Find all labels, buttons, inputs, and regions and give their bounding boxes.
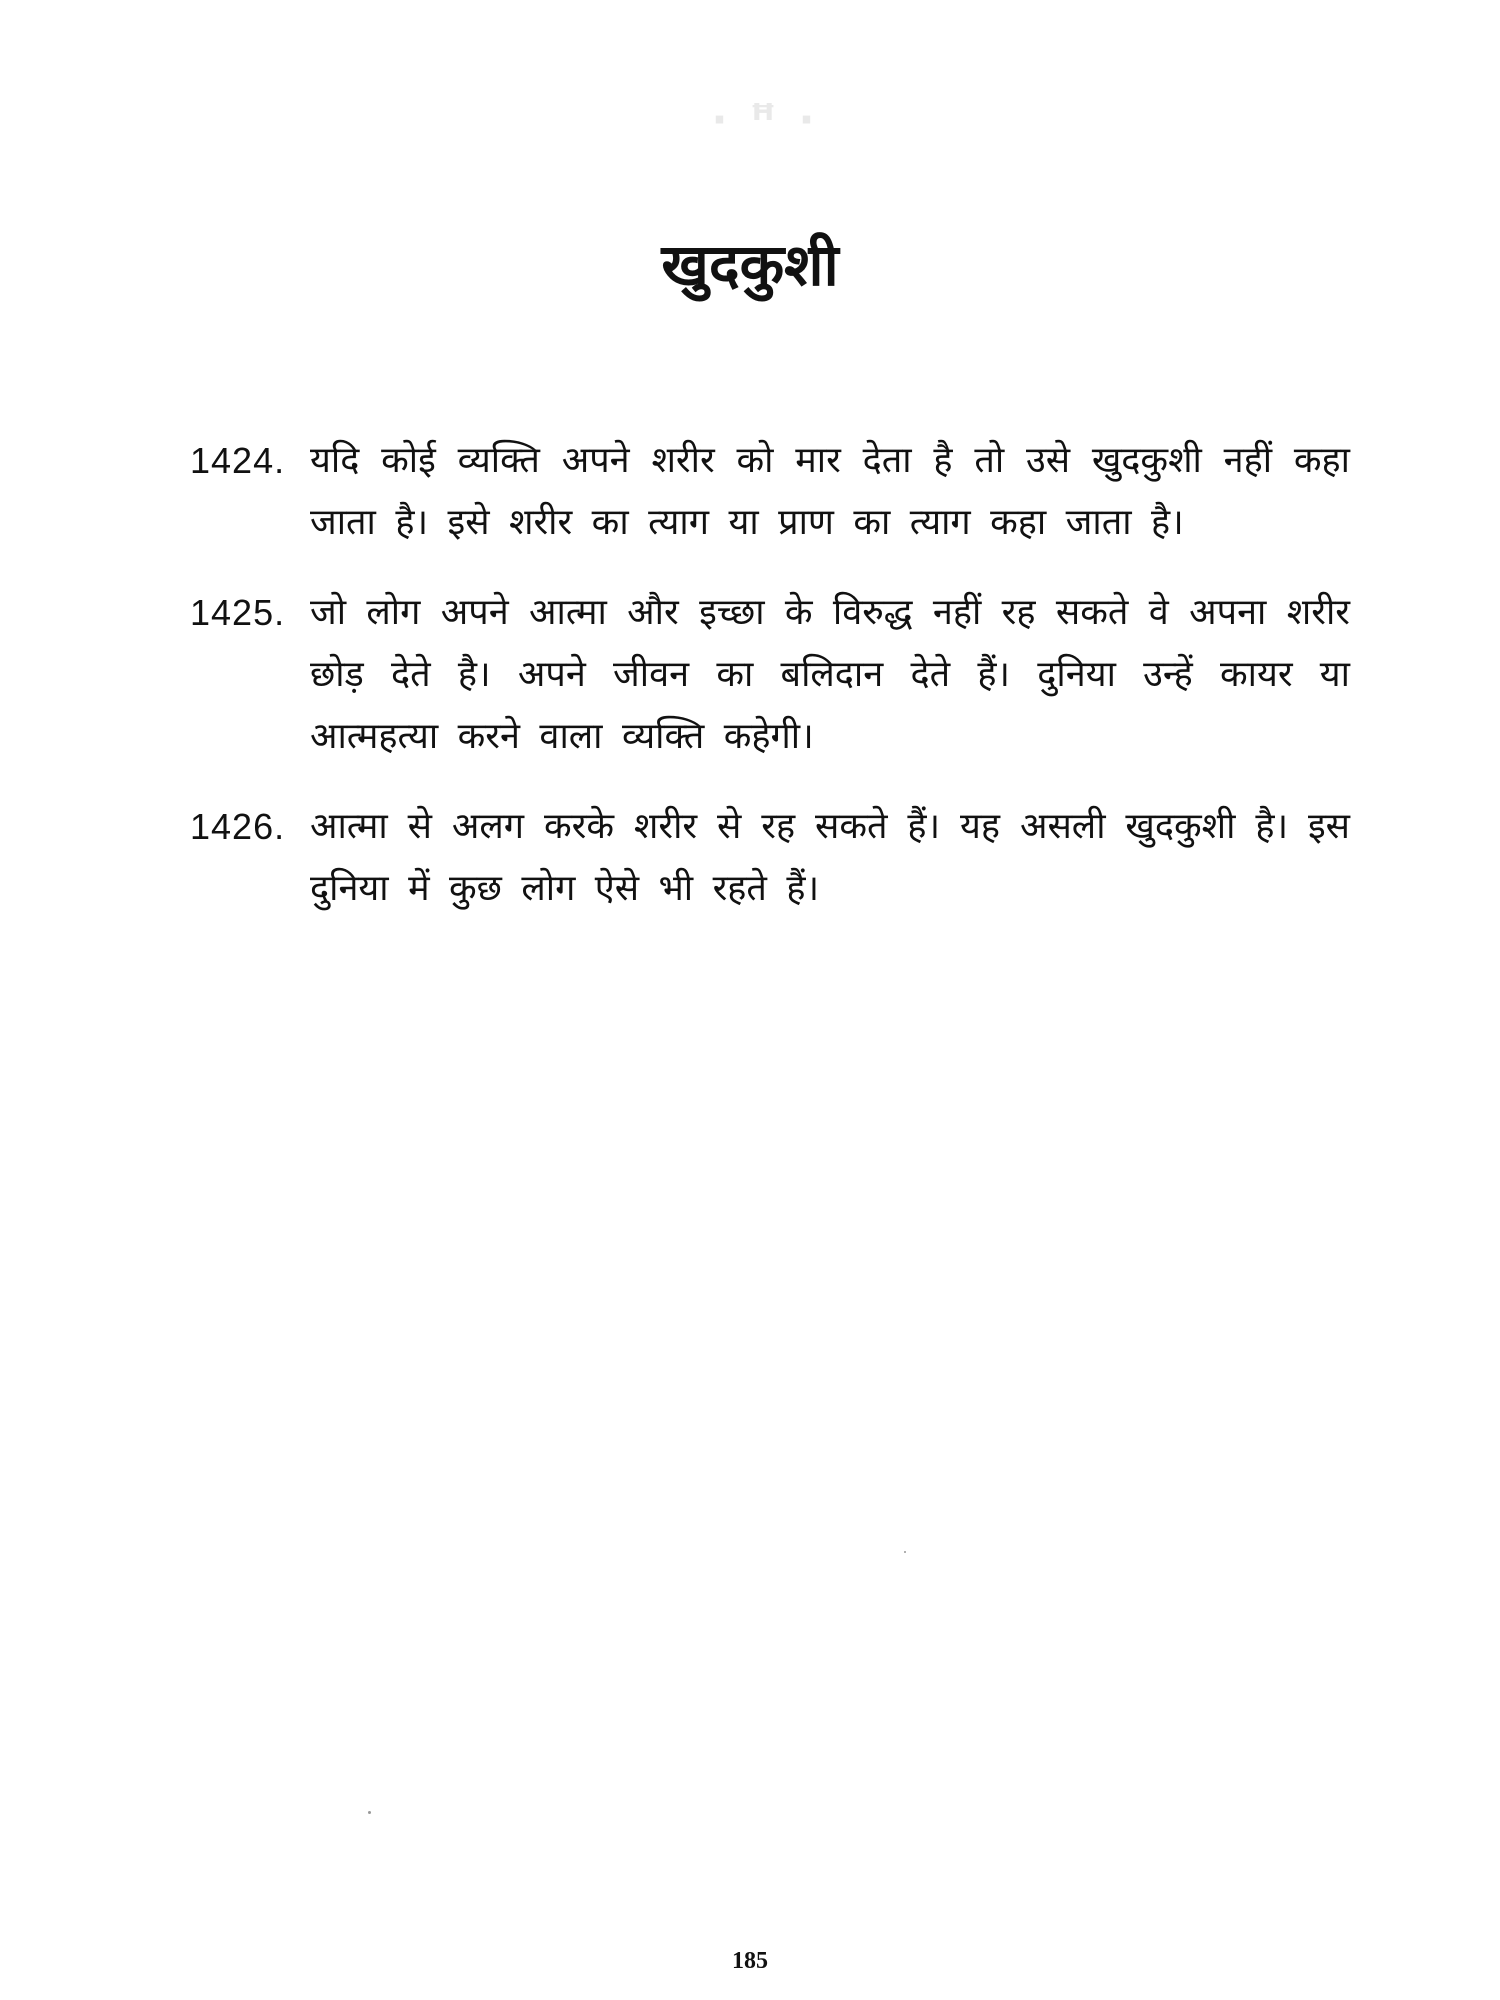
- page-number: 185: [732, 1948, 768, 1974]
- entry-number: 1425.: [190, 592, 286, 633]
- faded-scan-mark: · ꟸ ·: [711, 95, 819, 144]
- entry-text: यदि कोई व्यक्ति अपने शरीर को मार देता है तो उसे खुदकुशी नहीं कहा जाता है। इसे शरीर का त्याग या प्राण का त्याग कहा जाता है।: [310, 440, 1350, 543]
- page-title: खुदकुशी: [661, 231, 839, 299]
- entry-1426: [190, 796, 1350, 920]
- scan-speck: [368, 1811, 371, 1814]
- scan-speck: [904, 1551, 906, 1553]
- entry-list: [190, 430, 1350, 948]
- entry-text: आत्मा से अलग करके शरीर से रह सकते हैं। यह असली खुदकुशी है। इस दुनिया में कुछ लोग ऐसे भी रहते हैं।: [310, 806, 1350, 909]
- entry-1425: [190, 582, 1350, 768]
- entry-text: जो लोग अपने आत्मा और इच्छा के विरुद्ध नहीं रह सकते वे अपना शरीर छोड़ देते है। अपने जीवन का बलिदान देते हैं। दुनिया उन्हें कायर या आत्महत्या करने वाला व्यक्ति कहेगी।: [310, 592, 1350, 757]
- entry-1424: [190, 430, 1350, 554]
- entry-number: 1424.: [190, 440, 286, 481]
- entry-number: 1426.: [190, 806, 286, 847]
